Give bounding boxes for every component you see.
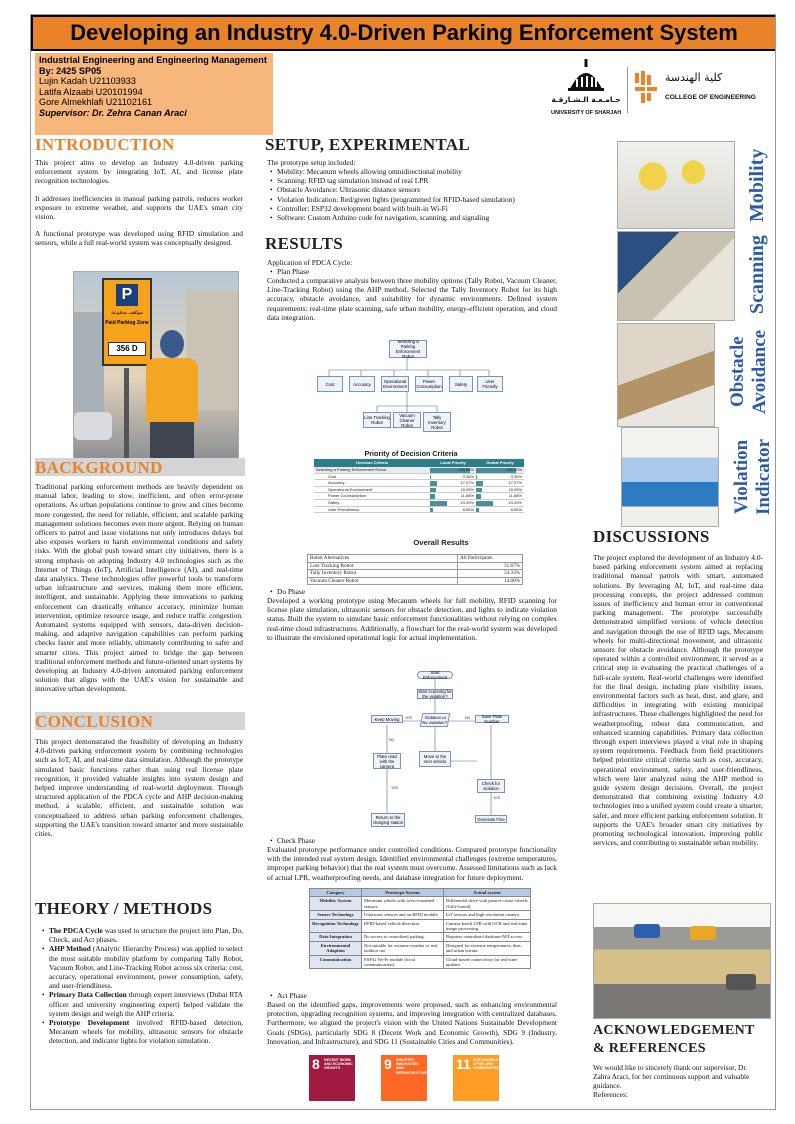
sign-english-text: Paid Parking Zone <box>105 320 149 326</box>
supervisor: Supervisor: Dr. Zehra Canan Araci <box>39 107 187 118</box>
ahp-alternative-node: Vacuum Cleaner Robot <box>393 412 421 428</box>
local-priority-cell <box>430 507 476 513</box>
criterion-name: User-Friendliness <box>328 506 360 512</box>
intro-heading: INTRODUCTION <box>35 135 175 154</box>
results-pdca: Application of PDCA Cycle: <box>267 258 353 267</box>
scanning-label: Scanning <box>746 235 768 315</box>
priority-bar <box>476 475 477 480</box>
comparison-row <box>310 955 531 969</box>
ahp-criterion-node: Power Consumption <box>415 376 443 392</box>
priority-bar <box>430 501 447 506</box>
setup-heading: SETUP, EXPERIMENTAL <box>265 135 471 154</box>
comparison-prototype: No access to centralized parking. <box>362 933 444 941</box>
local-priority-cell <box>430 474 476 480</box>
obstacle-avoidance-label: Obstacle Avoidance <box>727 329 770 415</box>
violation-indicator-label: Violation Indicator <box>731 439 774 515</box>
uos-english-name: UNIVERSITY OF SHARJAH <box>551 110 622 116</box>
priority-bar <box>430 475 431 480</box>
priority-bar <box>476 508 479 513</box>
parked-car <box>74 412 112 440</box>
flow-node: Generate Fine <box>475 815 507 823</box>
act-label-list <box>269 991 307 1000</box>
sign-zone-code: 356 D <box>108 342 146 356</box>
discussions-text: The project explored the development of an Industry 4.0-based parking enforcement system aimed at replacing traditional manual patrols with smart, automated solutions. By leveraging AI, IoT, and real-time data processing concepts, the project addressed common issues of inefficiency and human error in conventional parking management. The prototype successfully demonstrated simplified versions of vehicle detection and navigation through the use of RFID tags, Mecanum wheels for multi-directional movement, and ultrasonic sensors for obstacle avoidance. Although the prototype operated within a controlled environment, it served as a critical step in evaluating the practical challenges of a full-scale system. Real-world challenges were identified for the final design, including plate visibility issues, environmental factors such as heat, dust, and glare, and difficulties in integrating with existing municipal infrastructures. These challenges highlighted the need for weatherproofing, robust data communication, and enhanced scanning capabilities. Primary data collection through expert interviews played a vital role in shaping system requirements. Feedback from field practitioners helped prioritize critical criteria such as cost, accuracy, operational environment, safety, and user-friendliness, which were later analyzed using the AHP method to guide system design decisions. Overall, the project demonstrated that combining existing Industry 4.0 technologies into a unified system could create a smarter, safer, and more efficient parking enforcement solution. It supports the UAE's broader smart city initiatives by promoting technological innovation, improving public services, and contributing to sustainable urban mobility. <box>593 553 763 848</box>
comparison-prototype: Ultrasonic sensors and an RFID module. <box>362 911 444 919</box>
setup-item: • Scanning: RFID tag simulation instead of real LPR <box>269 176 559 185</box>
flow-edge-label: NO <box>465 716 471 720</box>
flow-edge-label: YES <box>391 786 399 790</box>
sdg-label: INDUSTRY, INNOVATION AND INFRASTRUCTURE <box>396 1058 430 1075</box>
theory-item: • The PDCA Cycle was used to structure the project into Plan, Do, Check, and Act phases. <box>41 926 243 944</box>
priority-value: 15.05% <box>508 486 522 492</box>
flow-node: Start Enforcement <box>417 671 453 679</box>
priority-value: 17.07% <box>460 480 474 486</box>
intro-paragraph: This project aims to develop an Industry 4.0-driven parking enforcement system by integrating IoT, AI, and license plate recognition technologies. <box>35 158 243 186</box>
ahp-alternative-node: Tally Inventory Robot <box>423 412 451 432</box>
priority-row <box>314 467 524 474</box>
priority-value: 3.36% <box>462 473 474 479</box>
flow-edge-label: YES <box>493 796 501 800</box>
sdg-8-tile <box>309 1055 355 1101</box>
local-priority-cell <box>430 467 476 473</box>
toy-car <box>726 974 756 990</box>
priority-bar <box>476 481 483 486</box>
coe-logo <box>633 67 773 113</box>
alternative-score: 31.67% <box>458 562 523 570</box>
global-priority-cell <box>476 467 524 473</box>
ack-text: We would like to sincerely thank our supervisor, Dr. Zahra Araci, for her continuous support and valuable guidance. <box>593 1063 750 1091</box>
priority-bar <box>476 494 481 499</box>
ahp-criterion-node: User Friendly <box>477 376 503 392</box>
comparison-row <box>310 919 531 933</box>
flow-edge-label: YES <box>405 716 413 720</box>
local-priority-cell <box>430 493 476 499</box>
comparison-actual: Designed for extreme temperatures, dust, and urban terrain. <box>444 941 531 955</box>
coe-english-name: COLLEGE OF ENGINEERING <box>665 94 756 101</box>
criterion-name: Power Cconsumption <box>328 493 367 499</box>
setup-item: • Obstacle Avoidance: Ultrasonic distance sensors <box>269 185 559 194</box>
theory-item: • Prototype Development involved RFID-based detection, Mecanum wheels for mobility, ultrasonic sensors for obstacle detection, and indicator lights for violation simulation. <box>41 1018 243 1046</box>
priority-col-header: Global Priority <box>486 460 514 465</box>
coe-arabic-name: كلية الهندسة <box>665 71 723 84</box>
setup-item: • Violation Indication: Red/green lights (programmed for RFID-based simulation) <box>269 195 559 204</box>
ack-heading-references: & REFERENCES <box>593 1041 706 1056</box>
ahp-criterion-node: Accuracy <box>349 376 375 392</box>
member: Gore Almekhlafi U21102161 <box>39 97 153 108</box>
ahp-criterion-node: Cost <box>317 376 343 392</box>
setup-intro: The prototype setup included: <box>267 158 356 167</box>
conclusion-text: This project demonstrated the feasibility of developing an Industry 4.0-driven parking enforcement system by combining technologies such as IoT, AI, and real-time data simulation. Although the prototype simulated basic functions rather than using real license plate recognition, it provided valuable insights into system design and helped improve understanding of real-world deployment. Through structured application of the PDCA cycle and AHP decision-making method, a scalable, efficient, and sustainable solution was conceptualized to address urban parking enforcement challenges, supporting the UAE's transition toward smarter and more sustainable cities. <box>35 737 243 839</box>
priority-rows <box>314 467 524 513</box>
priority-value: 15.05% <box>460 486 474 492</box>
setup-list <box>269 167 559 222</box>
comparison-prototype: RFID-based vehicle detection. <box>362 919 444 933</box>
comparison-actual: IoT sensors and high-resolution camera. <box>444 911 531 919</box>
ahp-criterion-node: Safety <box>449 376 473 392</box>
global-priority-cell <box>476 507 524 513</box>
ahp-hierarchy <box>307 340 513 432</box>
plan-label-list <box>269 267 309 276</box>
do-text: Developed a working prototype using Mecanum wheels for full mobility, RFID scanning for license plate simulation, ultrasonic sensors for obstacle detection, and lights to indicate violation status. Built the system to simulate basic enforcement functionalities without relying on complex real-time cloud infrastructures. Additionally, a flowchart for the real-world system was developed to illustrate the envisioned operational logic for actual implementation. <box>267 596 557 642</box>
criterion-name: Cost <box>328 473 337 479</box>
criterion-name: Accuracy <box>328 480 345 486</box>
sdg-number: 8 <box>312 1056 320 1072</box>
comparison-prototype: Mecanum wheels with servo-mounted sensors. <box>362 897 444 911</box>
intro-paragraph: A functional prototype was developed using RFID simulation and sensors, while a full real-world system was conceptually designed. <box>35 229 243 248</box>
results-heading: RESULTS <box>265 234 344 253</box>
criterion-name: Selecting a Parking Enforcement Robot <box>316 467 387 472</box>
priority-value: 43.20% <box>460 499 474 505</box>
act-label: • Act Phase <box>269 991 307 1000</box>
member: Lujin Kadah U21103933 <box>39 76 136 87</box>
priority-row <box>314 500 524 507</box>
alternative-score: 14.00% <box>458 577 523 585</box>
priority-row <box>314 487 524 494</box>
parking-model-photo <box>593 903 771 1019</box>
priority-row <box>314 474 524 481</box>
comparison-category: Communication <box>310 955 362 969</box>
check-label-list <box>269 836 315 845</box>
comparison-category: Recognition Technology <box>310 919 362 933</box>
priority-value: 17.07% <box>508 480 522 486</box>
uos-dome-icon <box>564 59 608 93</box>
theory-item: • AHP Method (Analytic Hierarchy Process) was applied to select the most suitable mobility platform by comparing Tally Robot, Vacuum Robot, and Line-Tracking Robot across six criteria: cost, accuracy, operational environment, power consumption, safety, and user-friendliness. <box>41 944 243 990</box>
logo-divider <box>627 67 628 113</box>
sdg-number: 9 <box>384 1056 392 1072</box>
conclusion-heading: CONCLUSION <box>35 712 154 731</box>
project-info-box <box>35 53 273 135</box>
scanning-photo <box>617 231 735 321</box>
comparison-row <box>310 933 531 941</box>
ack-heading: ACKNOWLEDGEMENT <box>593 1023 755 1038</box>
comparison-col-header: Actual system <box>444 889 531 897</box>
priority-bar <box>430 508 433 513</box>
comparison-category: Sensor Technology <box>310 911 362 919</box>
priority-bar <box>430 481 437 486</box>
comparison-category: Data Integration <box>310 933 362 941</box>
theory-list <box>41 926 243 1046</box>
intro-paragraph: It addresses inefficiencies in manual parking patrols, reduces worker exposure to extreme weather, and supports the UAE's smart city vision. <box>35 193 243 222</box>
sdg-9-tile <box>381 1055 430 1101</box>
check-label: • Check Phase <box>269 836 315 845</box>
comparison-col-header: Prototype System <box>362 889 444 897</box>
priority-value: 11.88% <box>460 493 474 499</box>
overall-col-header: Robot Alternatives <box>308 555 458 563</box>
poster <box>30 14 776 1110</box>
uos-logo <box>551 59 621 123</box>
comparison-category: Environmental Adaption <box>310 941 362 955</box>
obstacle-avoidance-photo <box>617 323 715 427</box>
overall-row <box>308 577 523 585</box>
comparison-prototype: Not suitable for extreme weather or real outdoor use <box>362 941 444 955</box>
priority-value: 8.56% <box>462 506 474 512</box>
sign-pole <box>124 368 129 463</box>
alternative-name: Line Tracking Robot <box>308 562 458 570</box>
toy-car <box>690 926 716 940</box>
comparison-row <box>310 897 531 911</box>
flow-node: Plate read with the camera <box>373 753 401 769</box>
discussions-heading: DISCUSSIONS <box>593 527 710 546</box>
priority-bar <box>430 494 435 499</box>
intro-text <box>35 158 243 256</box>
do-label-list <box>269 587 305 596</box>
coe-star-icon <box>633 71 659 103</box>
overall-title: Overall Results <box>413 538 469 547</box>
do-label: • Do Phase <box>269 587 305 596</box>
sdg-label: SUSTAINABLE CITIES AND COMMUNITIES <box>473 1058 499 1071</box>
plan-label: • Plan Phase <box>269 267 309 276</box>
priority-value: 100.00% <box>506 467 522 472</box>
alternative-name: Tally Inventory Robot <box>308 570 458 578</box>
global-priority-cell <box>476 474 524 480</box>
flow-node: Keep Moving <box>371 715 403 723</box>
flow-node: Start scanning for the violation? <box>418 689 452 699</box>
setup-item: • Mobility: Mecanum wheels allowing omnidirectional mobility <box>269 167 559 176</box>
parking-p-icon: P <box>116 284 138 306</box>
comparison-actual: Cloud-based connectivity for real-time updates. <box>444 955 531 969</box>
flow-edge-label: NO <box>389 738 395 742</box>
overall-table <box>307 554 523 585</box>
parking-officer-illustration <box>73 271 239 463</box>
comparison-prototype: ESP32 Wi-Fi module (local communication). <box>362 955 444 969</box>
setup-item: • Controller: ESP32 development board with built-in Wi-Fi <box>269 204 559 213</box>
member: Latifa Alzaabi U20101994 <box>39 86 143 97</box>
criterion-name: Safety <box>328 499 340 505</box>
theory-heading: THEORY / METHODS <box>35 899 213 918</box>
alternative-name: Vacuum Cleaner Robot <box>308 577 458 585</box>
overall-col-header: All Participants <box>458 555 523 563</box>
priority-row <box>314 507 524 514</box>
flow-node: Save Plate Number <box>475 715 509 723</box>
overall-row <box>308 570 523 578</box>
priority-col-header: Decision Criteria <box>356 460 388 465</box>
flow-node: Check for violation <box>477 779 505 793</box>
priority-bar <box>476 488 482 493</box>
priority-row <box>314 480 524 487</box>
priority-header <box>314 459 524 467</box>
priority-value: 8.56% <box>510 506 522 512</box>
global-priority-cell <box>476 480 524 486</box>
priority-value: 11.88% <box>508 493 522 499</box>
local-priority-cell <box>430 500 476 506</box>
sdg-11-tile <box>453 1055 499 1101</box>
flow-node: Violation or No violation? <box>420 713 450 727</box>
comparison-row <box>310 941 531 955</box>
comparison-category: Mobility System <box>310 897 362 911</box>
uos-arabic-name: جـامـعـة الـشـارقـة <box>551 95 621 104</box>
priority-bar <box>476 501 493 506</box>
comparison-actual: Camera-based LPR with OCR and real-time image processing. <box>444 919 531 933</box>
references-label: References: <box>593 1090 628 1099</box>
priority-value: 3.36% <box>510 473 522 479</box>
comparison-header-row <box>310 889 531 897</box>
background-heading: BACKGROUND <box>35 458 163 477</box>
local-priority-cell <box>430 480 476 486</box>
comparison-actual: Requires centralized database/API access. <box>444 933 531 941</box>
team-code: By: 2425 SP05 <box>39 65 102 76</box>
setup-item: • Software: Custom Arduino code for navigation, scanning, and signaling <box>269 213 559 222</box>
criterion-name: Operational Environment <box>328 486 373 492</box>
violation-indicator-photo <box>621 427 719 527</box>
overall-row <box>308 562 523 570</box>
plan-text: Conducted a comparative analysis between three mobility options (Tally Robot, Vacuum Cleaner, Line-Tracking Robot) using the AHP method. Selected the Tally Inventory Robot for its high accuracy, obstacle avoidance, and suitability for dynamic environments. Defined system requirements: real-time plate scanning, safe urban mobility, energy-efficient operation, and cloud data integration. <box>267 276 557 322</box>
background-text: Traditional parking enforcement methods are heavily dependent on manual labor, leading to slow, inefficient, and often error-prone operations. As urban populations continue to grow and cities become more congested, the need for reliable, efficient, and scalable parking management solutions becomes even more urgent. Relying on human officers to patrol and issue violations not only introduces delays but also exposes workers to harsh environmental conditions and safety risks. With the global push toward smart city initiatives, there is a strong emphasis on adopting Industry 4.0 technologies such as the Internet of Things (IoT), Artificial Intelligence (AI), and real-time data analytics. These technologies offer powerful tools to transform urban infrastructure and services, making them more efficient, intelligent, and sustainable. Applying these innovations to parking enforcement can drastically enhance accuracy, minimize human intervention, optimize resource usage, and reduce traffic congestion. Automated systems equipped with sensors, data-driven decision-making, and adaptive navigation capabilities can perform parking checks faster and more reliably, ultimately contributing to safer and smarter cities. This project aimed to bridge the gap between traditional enforcement methods and future-oriented smart systems by developing an Industry 4.0-driven automated parking enforcement solution that aligns with the UAE's vision for sustainable and innovative urban development. <box>35 482 243 694</box>
global-priority-cell <box>476 493 524 499</box>
priority-bar <box>430 488 436 493</box>
comparison-table <box>309 888 531 969</box>
priority-table <box>314 459 524 513</box>
priority-title: Priority of Decision Criteria <box>364 449 458 458</box>
department: Industrial Engineering and Engineering Management <box>39 55 267 65</box>
alternative-score: 54.33% <box>458 570 523 578</box>
priority-value: 100.00% <box>458 467 474 472</box>
overall-header-row <box>308 555 523 563</box>
building <box>74 312 104 412</box>
local-priority-cell <box>430 487 476 493</box>
comparison-col-header: Category <box>310 889 362 897</box>
flow-node: Move to the next vehicle <box>419 751 451 767</box>
toy-car <box>634 924 660 938</box>
flowchart <box>351 669 531 839</box>
global-priority-cell <box>476 500 524 506</box>
officer-figure <box>142 330 202 463</box>
ahp-criterion-node: Operational Environment <box>381 376 409 392</box>
sign-arabic-text: مواقف مدفوعة <box>111 310 143 316</box>
mobility-label: Mobility <box>746 148 768 222</box>
ahp-alternative-node: Line Tracking Robot <box>363 412 391 428</box>
priority-col-header: Local Priority <box>440 460 466 465</box>
flow-node: Return to the charging station <box>372 815 404 825</box>
mobility-photo <box>617 141 735 229</box>
sdg-label: DECENT WORK AND ECONOMIC GROWTH <box>324 1058 353 1071</box>
ahp-goal-node: Selecting a Parking Enforcement Robot <box>389 340 427 358</box>
check-text: Evaluated prototype performance under controlled conditions. Compared prototype functionality with the intended real system design. Identified environmental challenges (extreme temperatures, improper parking behavior) that the real system must overcome. Assessed limitations such as lack of actual LPR, weatherproofing needs, and database integration for future deployment. <box>267 845 557 882</box>
comparison-actual: Differential drive with passive caster wheels (Tally-based). <box>444 897 531 911</box>
act-text: Based on the identified gaps, improvements were proposed, such as enhancing environmental protection, upgrading recognition systems, and improving integration with centralized databases. Furthermore, we aligned the project's vision with the United Nations Sustainable Development Goals (SDGs), particularly SDG 8 (Decent Work and Economic Growth), SDG 9 (Industry, Innovation, and Infrastructure), and SDG 11 (Sustainable Cities and Communities). <box>267 1000 557 1046</box>
poster-title: Developing an Industry 4.0-Driven Parking Enforcement System <box>31 15 776 51</box>
global-priority-cell <box>476 487 524 493</box>
priority-row <box>314 493 524 500</box>
comparison-row <box>310 911 531 919</box>
theory-item: • Primary Data Collection through expert interviews (Dubai RTA officer and university engineering expert) helped validate the system design and weigh the AHP criteria. <box>41 990 243 1018</box>
priority-value: 43.20% <box>508 499 522 505</box>
sdg-number: 11 <box>456 1056 471 1072</box>
